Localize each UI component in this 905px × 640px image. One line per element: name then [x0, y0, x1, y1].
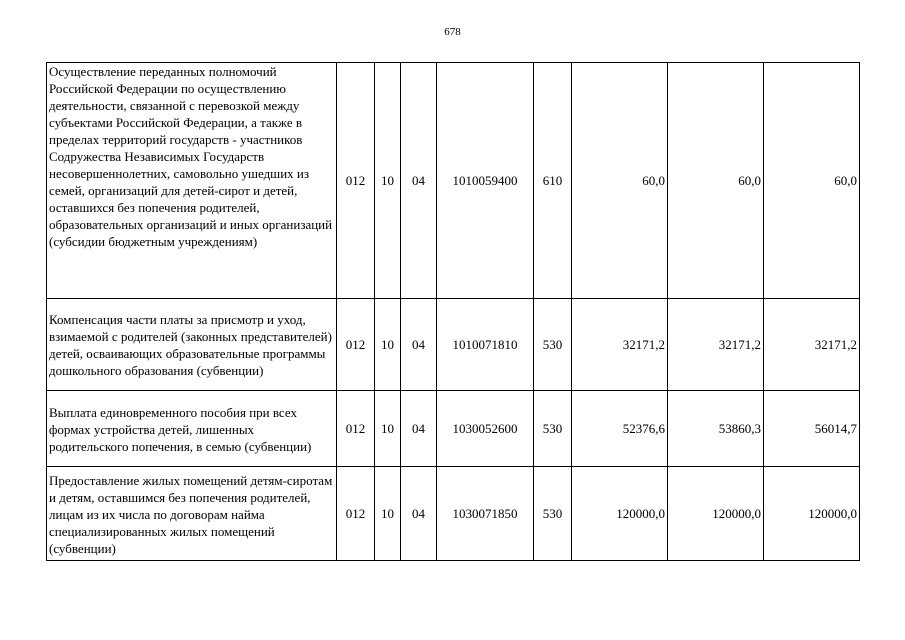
target-article-code: 1010071810 — [437, 299, 534, 391]
section-code: 10 — [375, 391, 401, 467]
section-code: 10 — [375, 63, 401, 299]
ministry-code: 012 — [337, 299, 375, 391]
subsection-code: 04 — [401, 467, 437, 561]
subsection-code: 04 — [401, 63, 437, 299]
expense-type-code: 610 — [534, 63, 572, 299]
section-code: 10 — [375, 299, 401, 391]
section-code: 10 — [375, 467, 401, 561]
row-description: Компенсация части платы за присмотр и уход, взимаемой с родителей (законных представителей) детей, осваивающих образовательные программы дошкольного образования (субвенции) — [47, 299, 337, 391]
amount-year-3: 120000,0 — [764, 467, 860, 561]
amount-year-2: 120000,0 — [668, 467, 764, 561]
ministry-code: 012 — [337, 391, 375, 467]
row-description: Выплата единовременного пособия при всех формах устройства детей, лишенных родительского попечения, в семью (субвенции) — [47, 391, 337, 467]
amount-year-1: 120000,0 — [572, 467, 668, 561]
page-number: 678 — [444, 26, 461, 38]
table-row — [47, 467, 860, 561]
subsection-code: 04 — [401, 391, 437, 467]
amount-year-1: 32171,2 — [572, 299, 668, 391]
amount-year-2: 32171,2 — [668, 299, 764, 391]
amount-year-2: 60,0 — [668, 63, 764, 299]
amount-year-1: 60,0 — [572, 63, 668, 299]
amount-year-2: 53860,3 — [668, 391, 764, 467]
table-row — [47, 63, 860, 299]
target-article-code: 1030071850 — [437, 467, 534, 561]
amount-year-3: 32171,2 — [764, 299, 860, 391]
expense-type-code: 530 — [534, 467, 572, 561]
amount-year-3: 56014,7 — [764, 391, 860, 467]
ministry-code: 012 — [337, 467, 375, 561]
subsection-code: 04 — [401, 299, 437, 391]
budget-table — [46, 62, 860, 561]
target-article-code: 1010059400 — [437, 63, 534, 299]
row-description: Предоставление жилых помещений детям-сиротам и детям, оставшимся без попечения родителей, лицам из их числа по договорам найма специализированных жилых помещений (субвенции) — [47, 467, 337, 561]
expense-type-code: 530 — [534, 391, 572, 467]
target-article-code: 1030052600 — [437, 391, 534, 467]
expense-type-code: 530 — [534, 299, 572, 391]
ministry-code: 012 — [337, 63, 375, 299]
table-row — [47, 391, 860, 467]
row-description: Осуществление переданных полномочий Российской Федерации по осуществлению деятельности, связанной с перевозкой между субъектами Российской Федерации, а также в пределах территорий государств - участников Содружества Независимых Государств несовершеннолетних, самовольно ушедших из семей, организаций для детей-сирот и детей, оставшихся без попечения родителей, образовательных организаций и иных организаций (субсидии бюджетным учреждениям) — [47, 63, 337, 299]
table-row — [47, 299, 860, 391]
amount-year-3: 60,0 — [764, 63, 860, 299]
amount-year-1: 52376,6 — [572, 391, 668, 467]
